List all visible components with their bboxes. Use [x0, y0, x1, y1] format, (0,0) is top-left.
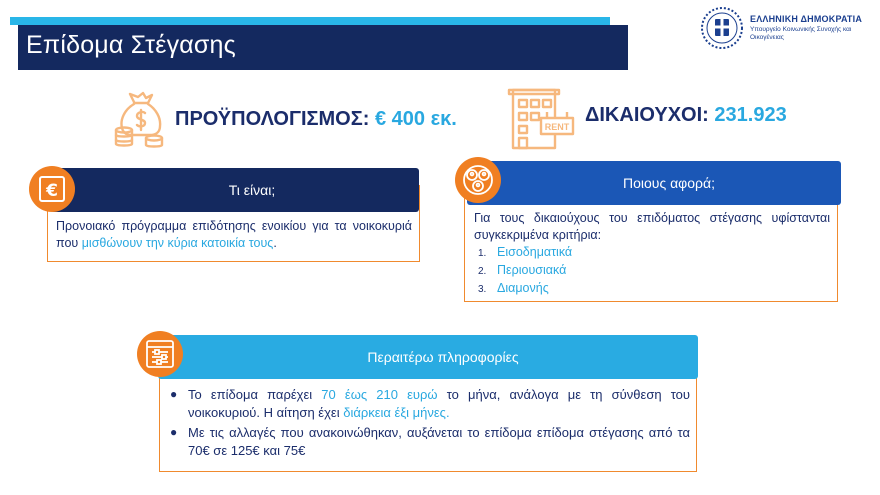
what-box-text [56, 218, 412, 252]
beneficiaries-label: ΔΙΚΑΙΟΥΧΟΙ: [585, 104, 709, 126]
list-item [170, 386, 690, 421]
page-title: Επίδομα Στέγασης [26, 31, 236, 59]
greek-emblem-icon [700, 6, 744, 50]
budget-label: ΠΡΟΫΠΟΛΟΓΙΣΜΟΣ: [175, 108, 370, 130]
logo-ministry: Υπουργείο Κοινωνικής Συνοχής και Οικογένειας [750, 26, 852, 41]
title-banner [18, 25, 628, 70]
list-item-label: Διαμονής [497, 281, 549, 295]
list-item [478, 280, 572, 298]
list-item-label: Περιουσιακά [497, 263, 567, 277]
bullet: ● [170, 425, 178, 439]
what-text-part-1: Προνοιακό πρόγραμμα επιδότησης ενοικίου για τα νοικοκυριά που [56, 219, 412, 250]
who-box-intro: Για τους δικαιούχους του επιδόματος στέγασης υφίστανται συγκεκριμένα κριτήρια: [474, 211, 830, 242]
beneficiaries-value: 231.923 [714, 104, 787, 126]
list-item-label: Εισοδηματικά [497, 245, 573, 259]
who-box-heading: Ποιους αφορά; [467, 161, 841, 205]
people-network-icon [455, 157, 501, 203]
what-box-heading: Τι είναι; [50, 168, 419, 212]
item1-part-a: Το επίδομα παρέχει [188, 387, 322, 402]
svg-text:RENT: RENT [544, 122, 570, 132]
what-text-highlight: μισθώνουν την κύρια κατοικία τους [81, 236, 274, 250]
what-text-part-3: . [273, 236, 277, 250]
list-item-number: 3. [478, 284, 487, 295]
item1-highlight-amount: 70 έως 210 ευρώ [321, 387, 438, 402]
budget-value: € 400 εκ. [374, 108, 457, 130]
criteria-list [478, 244, 572, 298]
money-bag-coins-icon [110, 88, 172, 150]
more-info-list [170, 386, 690, 462]
bullet: ● [170, 387, 178, 401]
list-item-number: 2. [478, 266, 487, 277]
svg-text:€: € [46, 181, 58, 201]
beneficiaries-stat [585, 104, 787, 127]
logo-country: ΕΛΛΗΝΙΚΗ ΔΗΜΟΚΡΑΤΙΑ [750, 14, 863, 24]
list-item-text [188, 386, 690, 421]
list-item-text: Με τις αλλαγές που ανακοινώθηκαν, αυξάνεται το επίδομα επίδομα στέγασης από τα 70€ σε 125€ και 75€ [188, 425, 690, 458]
list-item [478, 244, 572, 262]
rent-building-icon [507, 86, 577, 152]
list-item-number: 1. [478, 248, 487, 259]
budget-stat [175, 108, 457, 131]
title-accent-bar [10, 17, 610, 25]
list-item [478, 262, 572, 280]
more-box-heading: Περαιτέρω πληροφορίες [158, 335, 698, 379]
euro-icon [29, 166, 75, 212]
item1-highlight-duration: διάρκεια έξι μήνες. [343, 404, 450, 420]
list-item [170, 424, 690, 459]
item1-part-c: το μήνα, ανάλογα με τη σύνθεση του νοικοκυριού. Η αίτηση έχει [188, 387, 691, 420]
ministry-logo [700, 6, 875, 54]
sliders-icon [137, 331, 183, 377]
